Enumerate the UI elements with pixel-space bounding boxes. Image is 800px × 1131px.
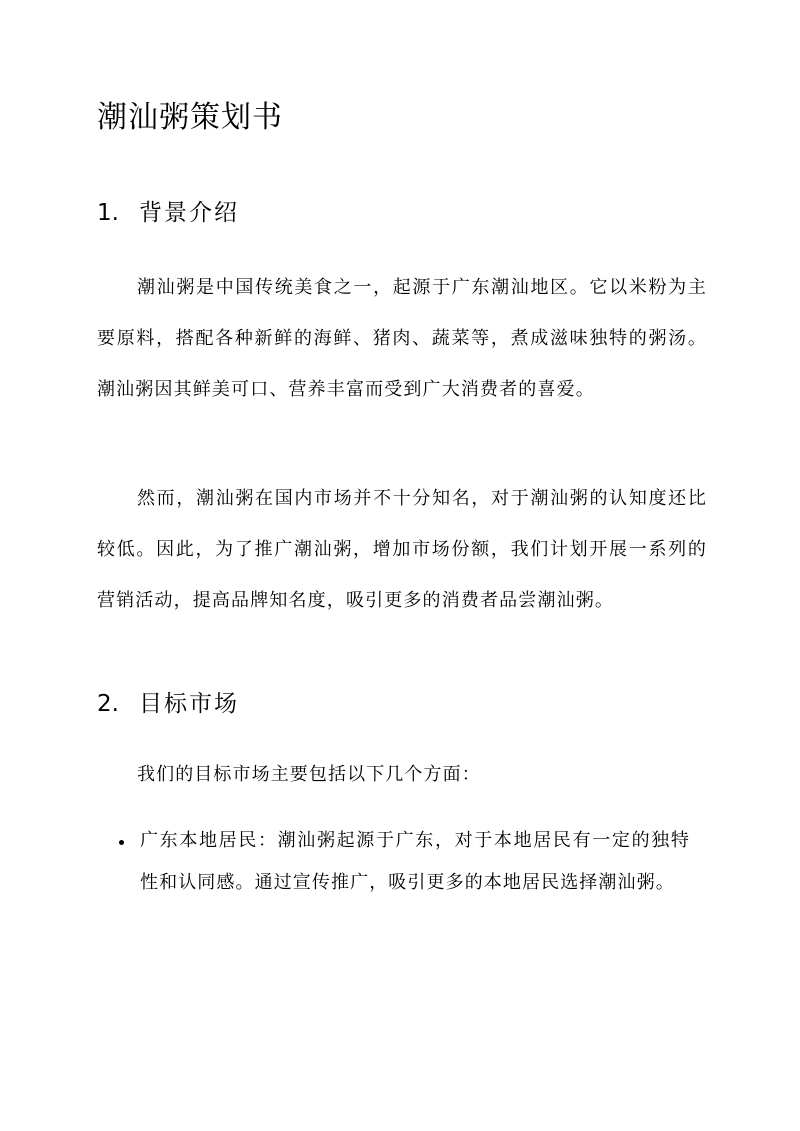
section-number: 1. — [97, 200, 119, 226]
bullet-icon — [119, 840, 124, 845]
background-paragraph-1: 潮汕粥是中国传统美食之一，起源于广东潮汕地区。它以米粉为主要原料，搭配各种新鲜的海鲜、猪肉、蔬菜等，煮成滋味独特的粥汤。潮汕粥因其鲜美可口、营养丰富而受到广大消费者的喜爱。 — [97, 277, 707, 400]
section-number: 2. — [97, 691, 119, 717]
background-paragraph-2: 然而，潮汕粥在国内市场并不十分知名，对于潮汕粥的认知度还比较低。因此，为了推广潮汕粥，增加市场份额，我们计划开展一系列的营销活动，提高品牌知名度，吸引更多的消费者品尝潮汕粥。 — [97, 488, 707, 611]
target-market-intro: 我们的目标市场主要包括以下几个方面： — [137, 764, 481, 785]
document-title: 潮汕粥策划书 — [97, 100, 283, 135]
section-title: 背景介绍 — [139, 200, 239, 226]
section-heading-target-market — [97, 688, 239, 720]
section-title: 目标市场 — [139, 691, 239, 717]
list-item-text: 广东本地居民：潮汕粥起源于广东，对于本地居民有一定的独特性和认同感。通过宣传推广，吸引更多的本地居民选择潮汕粥。 — [140, 830, 690, 893]
section-heading-background — [97, 197, 239, 229]
